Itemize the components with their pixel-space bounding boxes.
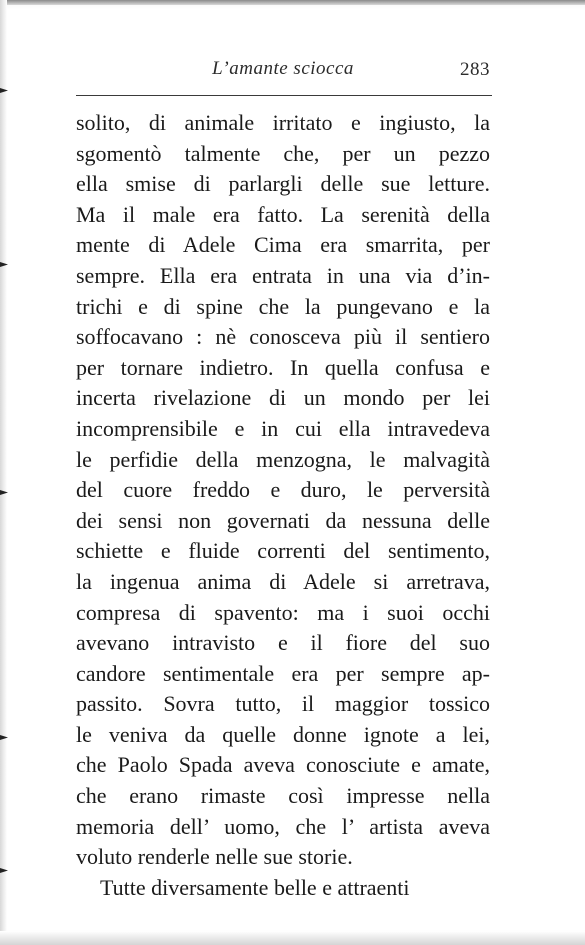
text-line: avevano intravisto e il fiore del suo <box>76 630 490 656</box>
text-line: solito, di animale irritato e ingiusto, la <box>76 110 490 135</box>
text-line: incerta rivelazione di un mondo per lei <box>76 385 490 411</box>
text-line: mente di Adele Cima era smarrita, per <box>76 232 490 258</box>
text-line: Ma il male era fatto. La serenità della <box>76 201 490 227</box>
text-line: del cuore freddo e duro, le perversità <box>76 477 490 503</box>
text-line: trichi e di spine che la pungevano e la <box>76 293 490 319</box>
page-bottom-edge <box>0 931 585 945</box>
text-line: memoria dell’ uomo, che l’ artista aveva <box>76 813 490 839</box>
text-line: che Paolo Spada aveva conosciute e amate, <box>76 752 490 778</box>
text-line: ella smise di parlargli delle sue letture. <box>76 171 490 197</box>
text-line: compresa di spavento: ma i suoi occhi <box>76 599 490 625</box>
text-line: la ingenua anima di Adele si arretrava, <box>76 568 490 594</box>
text-line: schiette e fluide correnti del sentimento, <box>76 538 490 564</box>
text-line: dei sensi non governati da nessuna delle <box>76 507 490 533</box>
text-line: passito. Sovra tutto, il maggior tossico <box>76 691 490 717</box>
text-line: le veniva da quelle donne ignote a lei, <box>76 721 490 747</box>
text-line: soffocavano : nè conosceva più il sentiero <box>76 324 490 350</box>
running-title: L’amante sciocca <box>212 58 354 79</box>
text-line: candore sentimentale era per sempre ap- <box>76 660 490 686</box>
body-text <box>76 108 490 903</box>
text-line: sempre. Ella era entrata in una via d’in- <box>76 262 490 288</box>
page-top-edge <box>0 0 585 5</box>
text-line: Tutte diversamente belle e attraenti <box>100 874 410 900</box>
text-line: sgomentò talmente che, per un pezzo <box>76 140 490 166</box>
text-line: incomprensibile e in cui ella intravedeva <box>76 415 490 441</box>
page-left-edge <box>0 0 7 945</box>
header-rule <box>76 95 492 96</box>
page-header <box>76 58 490 88</box>
text-line: che erano rimaste così impresse nella <box>76 783 490 809</box>
text-line: voluto renderle nelle sue storie. <box>76 844 353 870</box>
text-line: le perfidie della menzogna, le malvagità <box>76 446 490 472</box>
text-line: per tornare indietro. In quella confusa e <box>76 354 490 380</box>
page-number: 283 <box>460 59 490 80</box>
